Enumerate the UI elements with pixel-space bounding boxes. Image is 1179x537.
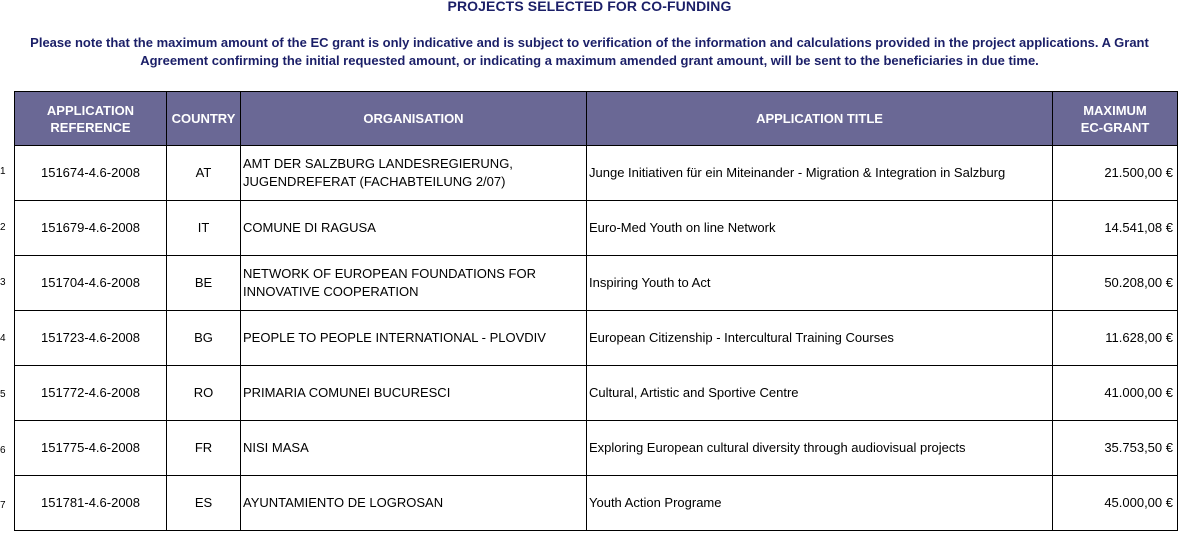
header-country: COUNTRY <box>167 92 241 146</box>
cell-application-reference: 151772-4.6-2008 <box>15 366 167 421</box>
row-number: 5 <box>0 388 6 400</box>
disclaimer-note: Please note that the maximum amount of the EC grant is only indicative and is subject to verification of the information and calculations provided in the project applications. A Grant Agreement confirming the initial requested amount, or indicating a maximum amended grant amount, will be sent to the beneficiaries in due time. <box>30 35 1149 68</box>
page-title: PROJECTS SELECTED FOR CO-FUNDING <box>447 0 732 14</box>
cell-country: BG <box>167 311 241 366</box>
cell-organisation: COMUNE DI RAGUSA <box>241 201 587 256</box>
row-number: 6 <box>0 444 6 456</box>
table-header-row <box>15 92 1178 146</box>
row-number: 2 <box>0 221 6 233</box>
cell-organisation: AMT DER SALZBURG LANDESREGIERUNG, JUGENDREFERAT (FACHABTEILUNG 2/07) <box>241 146 587 201</box>
cell-maximum-ec-grant: 21.500,00 € <box>1053 146 1178 201</box>
header-maximum-ec-grant: MAXIMUM EC-GRANT <box>1053 92 1178 146</box>
table-row <box>15 311 1178 366</box>
cell-country: FR <box>167 421 241 476</box>
cell-application-reference: 151704-4.6-2008 <box>15 256 167 311</box>
row-number: 7 <box>0 500 6 512</box>
cell-application-title: Euro-Med Youth on line Network <box>587 201 1053 256</box>
cell-application-title: European Citizenship - Intercultural Training Courses <box>587 311 1053 366</box>
cell-maximum-ec-grant: 11.628,00 € <box>1053 311 1178 366</box>
header-application-title: APPLICATION TITLE <box>587 92 1053 146</box>
header-organisation: ORGANISATION <box>241 92 587 146</box>
cell-country: IT <box>167 201 241 256</box>
cell-organisation: NISI MASA <box>241 421 587 476</box>
cell-application-reference: 151723-4.6-2008 <box>15 311 167 366</box>
cell-country: BE <box>167 256 241 311</box>
cell-application-reference: 151674-4.6-2008 <box>15 146 167 201</box>
cell-organisation: PEOPLE TO PEOPLE INTERNATIONAL - PLOVDIV <box>241 311 587 366</box>
projects-table <box>14 91 1178 531</box>
cell-application-title: Junge Initiativen für ein Miteinander - Migration & Integration in Salzburg <box>587 146 1053 201</box>
cell-country: RO <box>167 366 241 421</box>
cell-organisation: NETWORK OF EUROPEAN FOUNDATIONS FOR INNOVATIVE COOPERATION <box>241 256 587 311</box>
cell-organisation: PRIMARIA COMUNEI BUCURESCI <box>241 366 587 421</box>
cell-application-reference: 151775-4.6-2008 <box>15 421 167 476</box>
cell-application-reference: 151679-4.6-2008 <box>15 201 167 256</box>
cell-maximum-ec-grant: 45.000,00 € <box>1053 476 1178 531</box>
table-row <box>15 201 1178 256</box>
cell-application-title: Inspiring Youth to Act <box>587 256 1053 311</box>
header-application-reference: APPLICATION REFERENCE <box>15 92 167 146</box>
table-row <box>15 256 1178 311</box>
cell-application-title: Youth Action Programe <box>587 476 1053 531</box>
table-row <box>15 421 1178 476</box>
cell-maximum-ec-grant: 41.000,00 € <box>1053 366 1178 421</box>
row-number: 3 <box>0 277 6 289</box>
table-row <box>15 146 1178 201</box>
cell-organisation: AYUNTAMIENTO DE LOGROSAN <box>241 476 587 531</box>
row-number: 4 <box>0 333 6 345</box>
cell-maximum-ec-grant: 50.208,00 € <box>1053 256 1178 311</box>
cell-application-title: Cultural, Artistic and Sportive Centre <box>587 366 1053 421</box>
cell-country: ES <box>167 476 241 531</box>
table-row <box>15 366 1178 421</box>
cell-maximum-ec-grant: 35.753,50 € <box>1053 421 1178 476</box>
table-row <box>15 476 1178 531</box>
cell-maximum-ec-grant: 14.541,08 € <box>1053 201 1178 256</box>
cell-application-reference: 151781-4.6-2008 <box>15 476 167 531</box>
row-number: 1 <box>0 166 6 177</box>
cell-country: AT <box>167 146 241 201</box>
cell-application-title: Exploring European cultural diversity through audiovisual projects <box>587 421 1053 476</box>
